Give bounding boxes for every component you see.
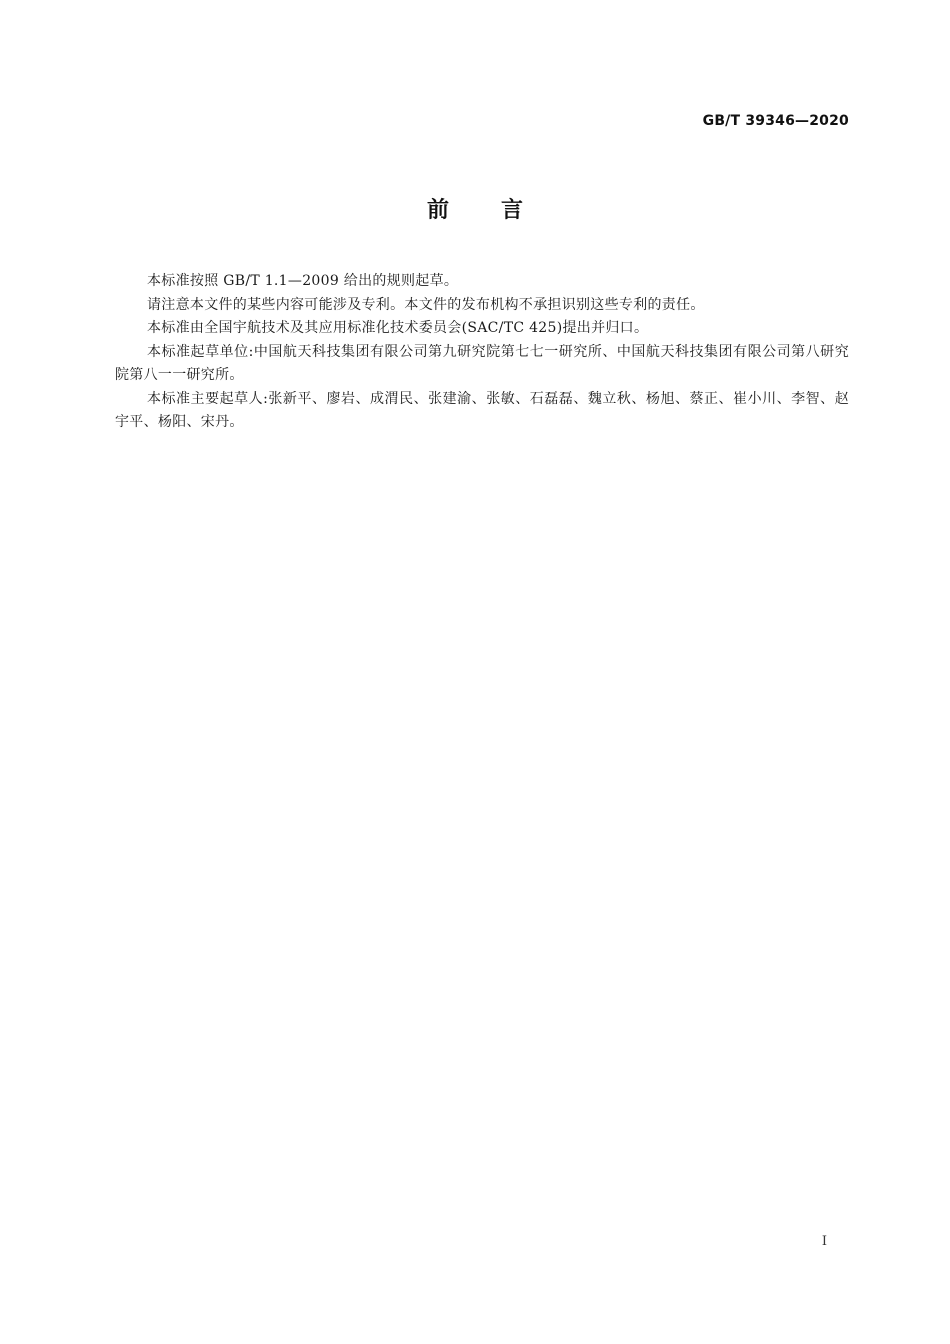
paragraph-drafters: 本标准主要起草人:张新平、廖岩、成渭民、张建渝、张敏、石磊磊、魏立秋、杨旭、蔡正、崔小川、李智、赵宇平、杨阳、宋丹。 xyxy=(115,390,849,430)
page-title: 前言 xyxy=(426,198,575,223)
foreword-body xyxy=(115,270,849,435)
page-number: I xyxy=(821,1234,827,1249)
paragraph-drafting-rules: 本标准按照 GB/T 1.1—2009 给出的规则起草。 xyxy=(147,273,459,289)
paragraph-proposer: 本标准由全国宇航技术及其应用标准化技术委员会(SAC/TC 425)提出并归口。 xyxy=(147,320,649,336)
paragraph-drafting-units: 本标准起草单位:中国航天科技集团有限公司第九研究院第七七一研究所、中国航天科技集团有限公司第八研究院第八一一研究所。 xyxy=(115,343,849,383)
standard-code: GB/T 39346—2020 xyxy=(702,113,849,129)
paragraph-patent-notice: 请注意本文件的某些内容可能涉及专利。本文件的发布机构不承担识别这些专利的责任。 xyxy=(147,296,705,313)
